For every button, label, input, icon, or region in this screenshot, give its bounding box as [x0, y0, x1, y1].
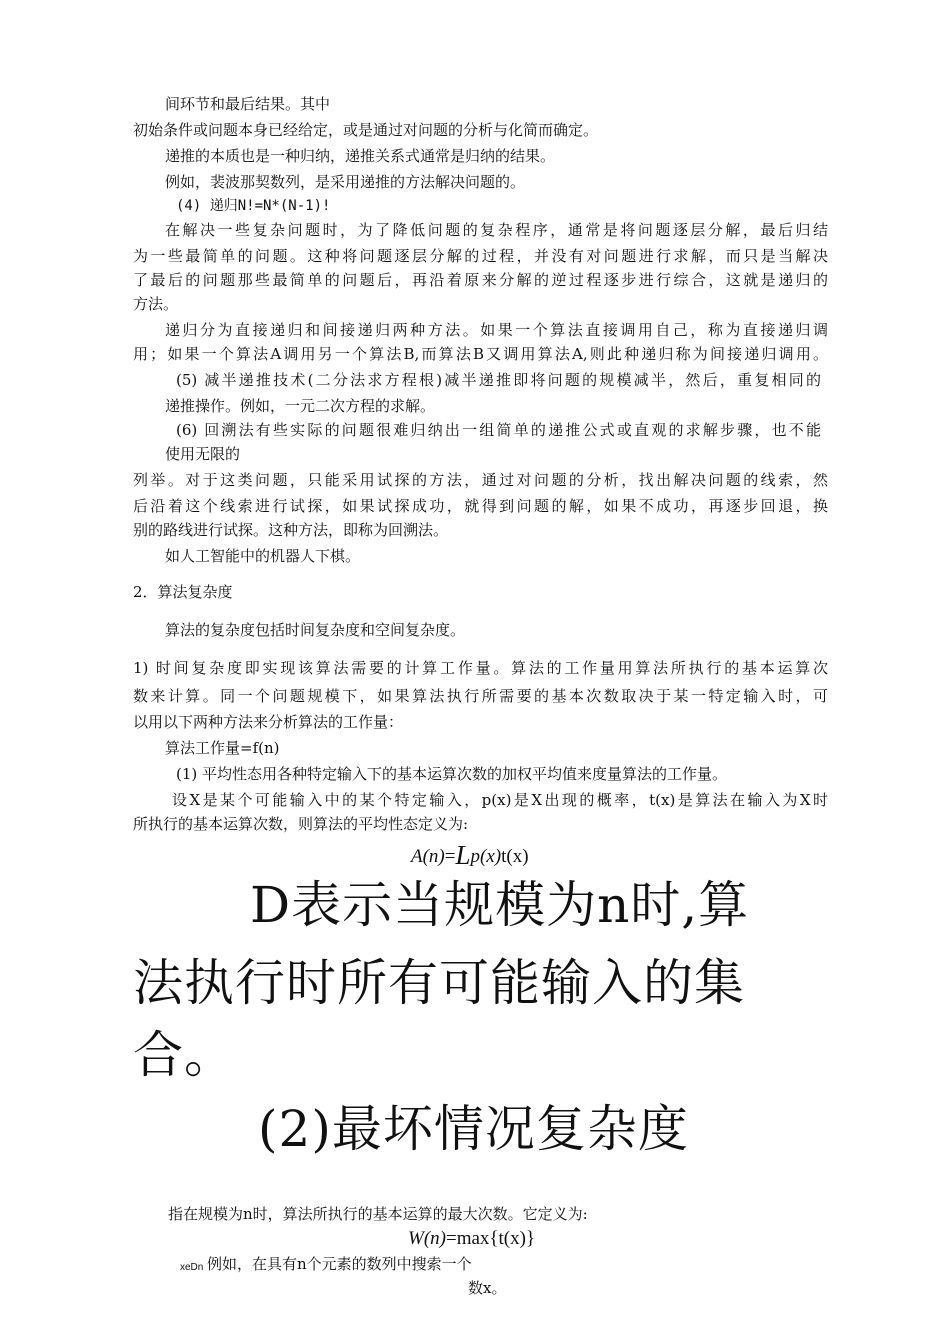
paragraph-line: (1) 平均性态用各种特定输入下的基本运算次数的加权平均值来度量算法的工作量。 — [176, 765, 728, 783]
formula-eq: = — [444, 846, 456, 867]
formula-px: p(x) — [470, 846, 502, 867]
text-line: 间环节和最后结果。其中 — [165, 95, 331, 113]
large-text-line: 合。 — [133, 1026, 235, 1084]
paragraph-line: 所执行的基本运算次数，则算法的平均性态定义为: — [133, 815, 469, 833]
formula-tx: t(x) — [501, 846, 529, 867]
paragraph-line: 在解决一些复杂问题时，为了降低问题的复杂程序，通常是将问题逐层分解，最后归结 — [165, 221, 828, 239]
text-line: (4) 递归N!=N*(N-1)! — [176, 198, 331, 214]
paragraph-line: 递归分为直接递归和间接递归两种方法。如果一个算法直接调用自己，称为直接递归调 — [165, 321, 828, 339]
text-line: 初始条件或问题本身已经给定，或是通过对问题的分析与化简而确定。 — [133, 121, 599, 139]
large-heading: (2)最坏情况复杂度 — [258, 1100, 689, 1158]
paragraph-line: 了最后的问题那些最简单的问题后，再沿着原来分解的逆过程逐步进行综合，这就是递归的 — [133, 271, 828, 289]
paragraph-line: (5) 减半递推技术(二分法求方程根)减半递推即将问题的规模减半，然后，重复相同的 — [176, 371, 821, 389]
large-text-line: 法执行时所有可能输入的集 — [133, 954, 745, 1012]
large-text-line: D表示当规模为n时,算 — [250, 876, 750, 934]
paragraph-line: (6) 回溯法有些实际的问题很难归纳出一组简单的递推公式或直观的求解步骤，也不能 — [176, 421, 821, 439]
paragraph-line: 算法工作量=f(n) — [165, 739, 280, 757]
formula-lhs: A(n) — [411, 846, 445, 867]
paragraph-line: 如人工智能中的机器人下棋。 — [165, 547, 361, 565]
paragraph-line: 使用无限的 — [165, 445, 241, 463]
paragraph-line: 设X是某个可能输入中的某个特定输入，p(x)是X出现的概率，t(x)是算法在输入为X时 — [172, 791, 828, 809]
paragraph-line: 指在规模为n时，算法所执行的基本运算的最大次数。它定义为: — [168, 1205, 588, 1223]
worst-case-formula — [408, 1228, 535, 1250]
paragraph-line: 例如，在具有n个元素的数列中搜索一个 — [207, 1255, 472, 1273]
paragraph-line: 数x。 — [468, 1279, 507, 1297]
section-heading: 2．算法复杂度 — [133, 583, 233, 601]
paragraph-line: 为一些最简单的问题。这种将问题逐层分解的过程，并没有对问题进行求解，而只是当解决 — [133, 247, 828, 265]
paragraph-line: 算法的复杂度包括时间复杂度和空间复杂度。 — [165, 621, 466, 639]
paragraph-line: 方法。 — [133, 295, 179, 313]
paragraph-line: 数来计算。同一个问题规模下，如果算法执行所需要的基本次数取决于某一特定输入时，可 — [133, 687, 828, 705]
formula2-lhs: W(n) — [408, 1228, 446, 1249]
sum-symbol: L — [455, 840, 471, 870]
average-formula — [411, 838, 529, 869]
paragraph-line: 用；如果一个算法A调用另一个算法B,而算法B又调用算法A,则此种递归称为间接递归调用。 — [133, 345, 828, 363]
paragraph-line: 列举。对于这类问题，只能采用试探的方法，通过对问题的分析，找出解决问题的线索，然 — [133, 471, 828, 489]
subscript-text: xeDn — [180, 1262, 204, 1273]
paragraph-line: 1) 时间复杂度即实现该算法需要的计算工作量。算法的工作量用算法所执行的基本运算次 — [133, 659, 828, 677]
paragraph-line: 后沿着这个线索进行试探，如果试探成功，就得到问题的解，如果不成功，再逐步回退，换 — [133, 497, 828, 515]
text-line: 递推的本质也是一种归纳，递推关系式通常是归纳的结果。 — [165, 147, 556, 165]
paragraph-line: 以用以下两种方法来分析算法的工作量： — [133, 713, 404, 731]
paragraph-line: 递推操作。例如，一元二次方程的求解。 — [165, 397, 436, 415]
formula2-rhs: =max{t(x)} — [445, 1228, 536, 1249]
paragraph-line: 别的路线进行试探。这种方法，即称为回溯法。 — [133, 521, 449, 539]
text-line: 例如，裴波那契数列，是采用递推的方法解决问题的。 — [165, 173, 526, 191]
